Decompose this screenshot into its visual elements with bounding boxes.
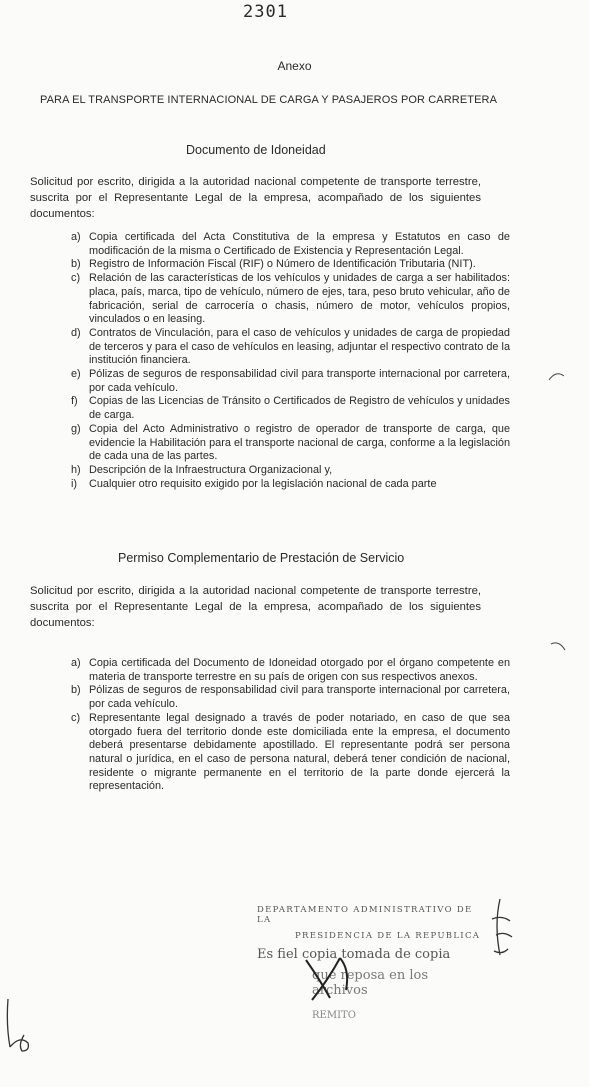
- list-item: b) Pólizas de seguros de responsabilidad civil para transporte internacional por carretera, por cada vehículo.: [71, 684, 510, 711]
- certification-stamp: [257, 905, 487, 1021]
- scan-mark: [549, 640, 569, 654]
- list-item: b) Registro de Información Fiscal (RIF) o Número de Identificación Tributaria (NIT).: [71, 258, 476, 271]
- section1-requirements-list: [30, 231, 510, 491]
- page-number: 2301: [243, 2, 288, 22]
- stamp-signature: [300, 950, 360, 1010]
- section-title-idoneidad: Documento de Idoneidad: [186, 143, 326, 157]
- list-item: h) Descripción de la Infraestructura Organizacional y,: [71, 463, 333, 476]
- stamp-line: REMITO: [312, 1010, 356, 1021]
- margin-initials: [486, 895, 516, 965]
- list-item: a) Copia certificada del Acta Constitutiva de la empresa y Estatutos en caso de modificación de la misma o Certificado de Existencia y Representación Legal.: [71, 231, 510, 257]
- list-item: d) Contratos de Vinculación, para el caso de vehículos y unidades de carga de propiedad de terceros y para el caso de vehículos en leasing, adjuntar el respectivo contrato de la institución financiera.: [71, 326, 510, 367]
- stamp-line: Es fiel copia tomada de copia: [257, 947, 451, 962]
- list-item: f) Copias de las Licencias de Tránsito o Certificados de Registro de vehículos y unidades de carga.: [71, 395, 510, 422]
- scan-mark: [547, 370, 567, 384]
- stamp-line: que reposa en los archivos: [312, 968, 428, 998]
- annex-title: Anexo: [277, 59, 312, 73]
- section1-intro: Solicitud por escrito, dirigida a la autoridad nacional competente de transporte terrestre, suscrita por el Representante Legal de la empresa, acompañado de los siguientes documentos:: [30, 176, 481, 220]
- section2-intro: Solicitud por escrito, dirigida a la autoridad nacional competente de transporte terrestre, suscrita por el Representante Legal de la empresa, acompañado de los siguientes documentos:: [30, 585, 481, 629]
- section-title-permiso: Permiso Complementario de Prestación de Servicio: [118, 551, 405, 565]
- list-item: i) Cualquier otro requisito exigido por la legislación nacional de cada parte: [71, 477, 437, 490]
- list-item: a) Copia certificada del Documento de Idoneidad otorgado por el órgano competente en materia de transporte terrestre en su país de origen con sus respectivos anexos.: [71, 657, 510, 683]
- list-item: c) Relación de las características de los vehículos y unidades de carga a ser habilitados: placa, país, marca, tipo de vehículo, número de ejes, tara, peso bruto vehicular, año de fabricación, serial de carrocería o chasis, número de motor, vehículos propios, vinculados o en leasing.: [71, 272, 510, 326]
- stamp-line: PRESIDENCIA DE LA REPUBLICA: [295, 931, 481, 941]
- section2-requirements-list: [30, 657, 510, 794]
- list-item: g) Copia del Acto Administrativo o registro de operador de transporte de carga, que evidencie la Habilitación para el transporte nacional de carga, conforme a la legislación de cada una de las partes.: [71, 422, 510, 463]
- stamp-line: DEPARTAMENTO ADMINISTRATIVO DE LA: [257, 905, 473, 925]
- list-item: c) Representante legal designado a través de poder notariado, en caso de que sea otorgado fuera del territorio donde este domiciliada ente la empresa, el documento deberá presentarse debidamente apostillado. El representante podrá ser persona natural o jurídica, en el caso de persona natural, deberá tener condición de nacional, residente o migrante permanente en el territorio de la parte donde ejercerá la representación.: [71, 711, 510, 793]
- margin-signature: [0, 995, 40, 1055]
- list-item: e) Pólizas de seguros de responsabilidad civil para transporte internacional por carretera, por cada vehículo.: [71, 368, 510, 394]
- annex-subtitle: PARA EL TRANSPORTE INTERNACIONAL DE CARGA Y PASAJEROS POR CARRETERA: [40, 94, 498, 106]
